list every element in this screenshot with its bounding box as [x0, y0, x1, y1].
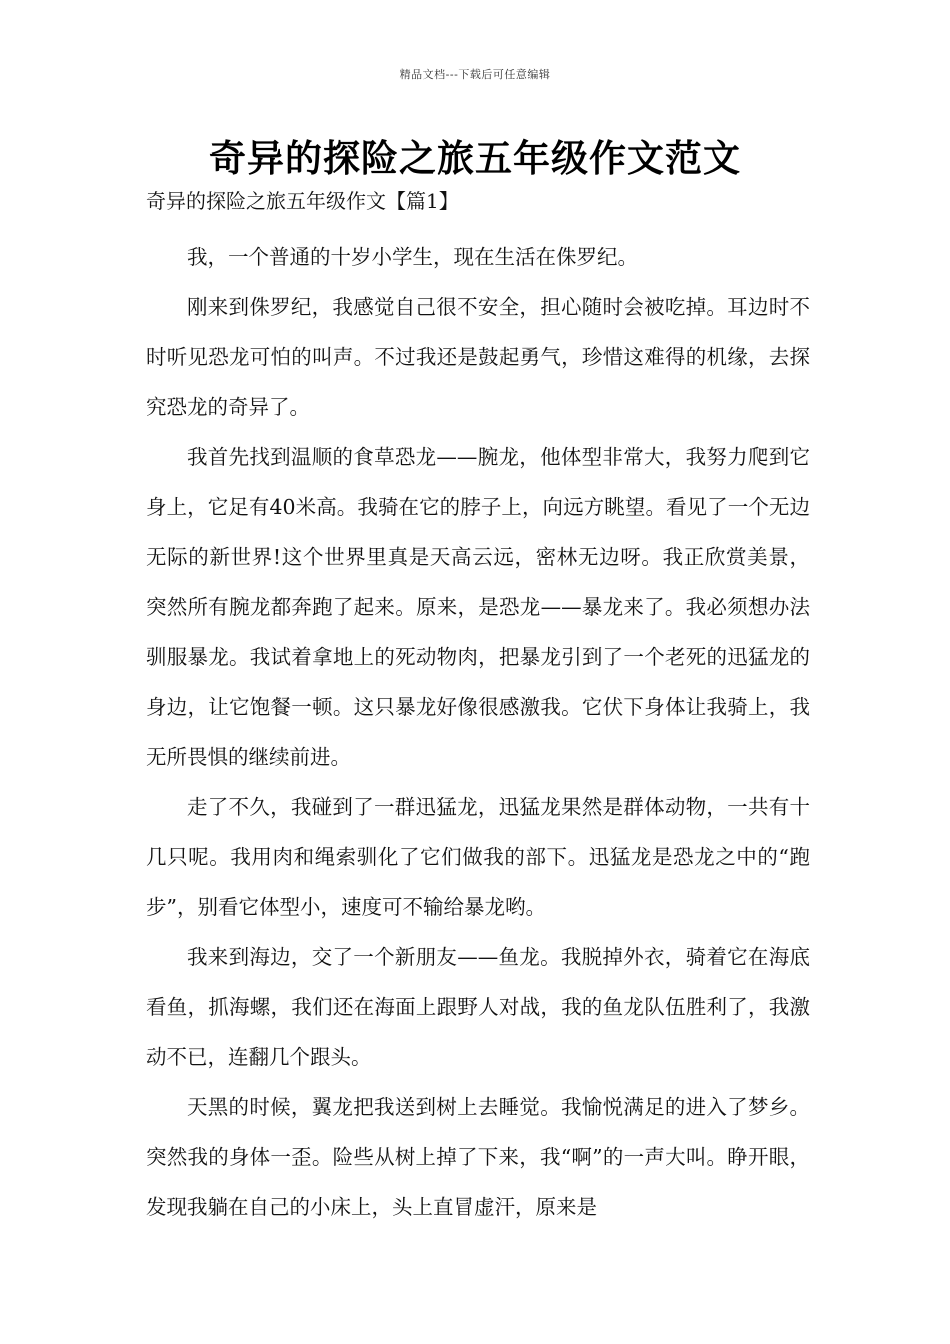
paragraph-1: 我，一个普通的十岁小学生，现在生活在侏罗纪。: [187, 245, 638, 269]
paragraph-2: 刚来到侏罗纪，我感觉自己很不安全，担心随时会被吃掉。耳边时不时听见恐龙可怕的叫声。不过我还是鼓起勇气，珍惜这难得的机缘，去探究恐龙的奇异了。: [146, 295, 810, 419]
paragraph-4: 走了不久，我碰到了一群迅猛龙，迅猛龙果然是群体动物，一共有十几只呢。我用肉和绳索驯化了它们做我的部下。迅猛龙是恐龙之中的“跑步”，别看它体型小，速度可不输给暴龙哟。: [146, 795, 810, 919]
section-heading: 奇异的探险之旅五年级作文【篇1】: [146, 189, 459, 213]
document-body: [146, 232, 810, 1232]
paragraph-3: 我首先找到温顺的食草恐龙——腕龙，他体型非常大，我努力爬到它身上，它足有40米高。我骑在它的脖子上，向远方眺望。看见了一个无边无际的新世界!这个世界里真是天高云远，密林无边呀。我正欣赏美景，突然所有腕龙都奔跑了起来。原来，是恐龙——暴龙来了。我必须想办法驯服暴龙。我试着拿地上的死动物肉，把暴龙引到了一个老死的迅猛龙的身边，让它饱餐一顿。这只暴龙好像很感激我。它伏下身体让我骑上，我无所畏惧的继续前进。: [146, 445, 810, 769]
document-title: 奇异的探险之旅五年级作文范文: [209, 136, 741, 180]
page-header: 精品文档---下载后可任意编辑: [399, 68, 551, 81]
paragraph-5: 我来到海边，交了一个新朋友——鱼龙。我脱掉外衣，骑着它在海底看鱼，抓海螺，我们还在海面上跟野人对战，我的鱼龙队伍胜利了，我激动不已，连翻几个跟头。: [146, 945, 810, 1069]
paragraph-6: 天黑的时候，翼龙把我送到树上去睡觉。我愉悦满足的进入了梦乡。突然我的身体一歪。险些从树上掉了下来，我“啊”的一声大叫。睁开眼，发现我躺在自己的小床上，头上直冒虚汗，原来是: [146, 1095, 810, 1219]
